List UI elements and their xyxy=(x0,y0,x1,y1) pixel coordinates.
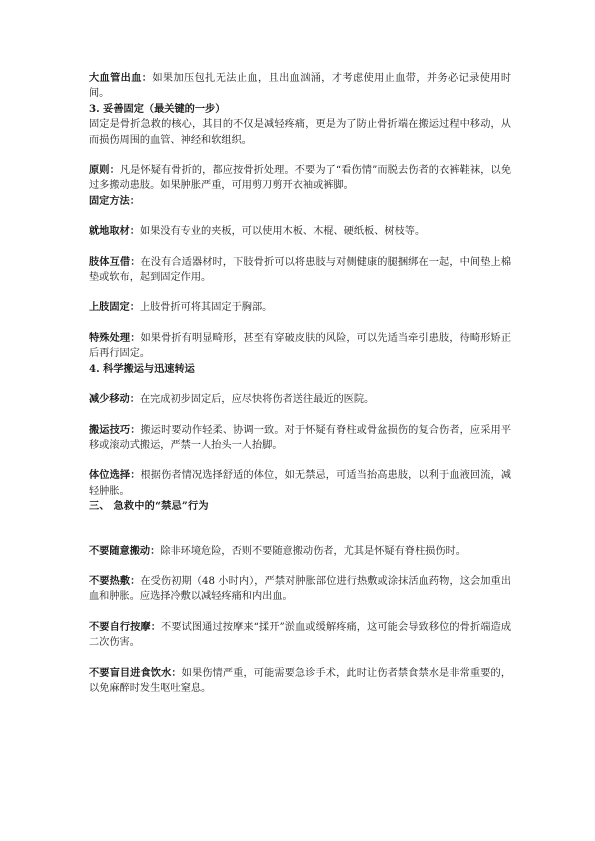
term-separator: ： xyxy=(130,423,141,436)
term-separator: ： xyxy=(129,194,140,207)
paragraph-text: 根据伤者情况选择舒适的体位，如无禁忌，可适当抬高患肢，以利于血液回流，减轻肿胀。 xyxy=(89,470,512,497)
paragraph-principle xyxy=(89,163,511,194)
term-separator: ： xyxy=(171,666,182,679)
term-label: 不要自行按摩 xyxy=(89,620,151,633)
term-label: 特殊处理 xyxy=(89,331,131,344)
section-heading-taboo: 三、 急救中的“禁忌”行为 xyxy=(89,500,209,513)
term-separator: ： xyxy=(150,544,161,557)
paragraph-no-heat xyxy=(89,574,511,605)
term-label: 大血管出血 xyxy=(89,72,142,84)
paragraph-no-massage xyxy=(89,620,511,651)
paragraph-carrying-skill xyxy=(89,423,511,454)
paragraph-text: 在受伤初期（48 小时内），严禁对肿胀部位进行热敷或涂抹活血药物，这会加重出血和肿胀。应选择冷敷以减轻疼痛和内出血。 xyxy=(89,575,512,603)
term-label: 固定方法 xyxy=(89,194,130,207)
term-separator: ： xyxy=(141,72,153,84)
paragraph-text: 上肢骨折可将其固定于胸部。 xyxy=(139,302,273,314)
term-label: 体位选择 xyxy=(89,469,131,482)
paragraph-special-handling xyxy=(89,331,511,362)
term-label: 肢体互借 xyxy=(89,255,131,268)
term-label: 不要盲目进食饮水 xyxy=(89,666,172,679)
term-separator: ： xyxy=(129,225,140,238)
paragraph-fixation-intro: 固定是骨折急救的核心，其目的不仅是减轻疼痛，更是为了防止骨折端在搬运过程中移动，从而损伤周围的血管、神经和软组织。 xyxy=(89,119,511,146)
term-separator: ： xyxy=(129,301,140,314)
paragraph-text: 如果没有专业的夹板，可以使用木板、木棍、硬纸板、树枝等。 xyxy=(139,226,426,238)
term-separator: ： xyxy=(129,393,140,406)
paragraph-text: 如果伤情严重，可能需要急诊手术，此时让伤者禁食禁水是非常重要的，以免麻醉时发生呕吐窒息。 xyxy=(89,667,512,694)
term-label: 减少移动 xyxy=(89,393,130,406)
paragraph-limb-binding xyxy=(89,255,511,286)
paragraph-reduce-movement xyxy=(89,392,511,407)
term-label: 不要随意搬动 xyxy=(89,544,151,557)
paragraph-text: 如果骨折有明显畸形，甚至有穿破皮肤的风险，可以先适当牵引患肢，待畸形矫正后再行固定。 xyxy=(89,332,512,360)
paragraph-text: 在完成初步固定后，应尽快将伤者送往最近的医院。 xyxy=(139,394,375,406)
term-separator: ： xyxy=(130,255,141,268)
term-separator: ： xyxy=(130,331,141,344)
paragraph-no-moving xyxy=(89,544,511,559)
paragraph-text: 凡是怀疑有骨折的，都应按骨折处理。不要为了“看伤情”而脱去伤者的衣裤鞋袜，以免过多搬动患肢。如果肿胀严重，可用剪刀剪开衣袖或裤脚。 xyxy=(89,165,512,192)
paragraph-text: 不要试图通过按摩来“揉开”淤血或缓解疼痛，这可能会导致移位的骨折端造成二次伤害。 xyxy=(89,621,512,649)
term-label: 不要热敷 xyxy=(89,574,131,587)
paragraph-major-vessel-bleeding xyxy=(89,71,511,102)
section-heading-transport: 4. 科学搬运与迅速转运 xyxy=(89,362,195,375)
paragraph-posture xyxy=(89,468,511,499)
subheading-fixation-methods xyxy=(89,194,511,209)
paragraph-text: 除非环境危险，否则不要随意搬动伤者，尤其是怀疑有脊柱损伤时。 xyxy=(160,545,466,557)
term-separator: ： xyxy=(150,620,162,633)
term-separator: ： xyxy=(130,469,141,482)
paragraph-text: 搬运时要动作轻柔、协调一致。对于怀疑有脊柱或骨盆损伤的复合伤者，应采用平移或滚动式搬运，严禁一人抬头一人抬脚。 xyxy=(89,424,512,451)
paragraph-no-food xyxy=(89,666,511,697)
paragraph-text: 在没有合适器材时，下肢骨折可以将患肢与对侧健康的腿捆绑在一起，中间垫上棉垫或软布，起到固定作用。 xyxy=(89,256,512,284)
term-separator: ： xyxy=(109,164,120,177)
term-label: 就地取材 xyxy=(89,225,130,238)
term-label: 搬运技巧 xyxy=(89,423,131,436)
term-separator: ： xyxy=(130,574,141,587)
term-label: 上肢固定 xyxy=(89,301,130,314)
paragraph-local-materials xyxy=(89,224,511,239)
paragraph-upper-limb xyxy=(89,300,511,315)
term-label: 原则 xyxy=(89,164,110,177)
section-heading-fixation: 3. 妥善固定（最关键的一步） xyxy=(89,102,226,115)
paragraph-text: 如果加压包扎无法止血，且出血汹涌，才考虑使用止血带，并务必记录使用时间。 xyxy=(89,73,512,100)
